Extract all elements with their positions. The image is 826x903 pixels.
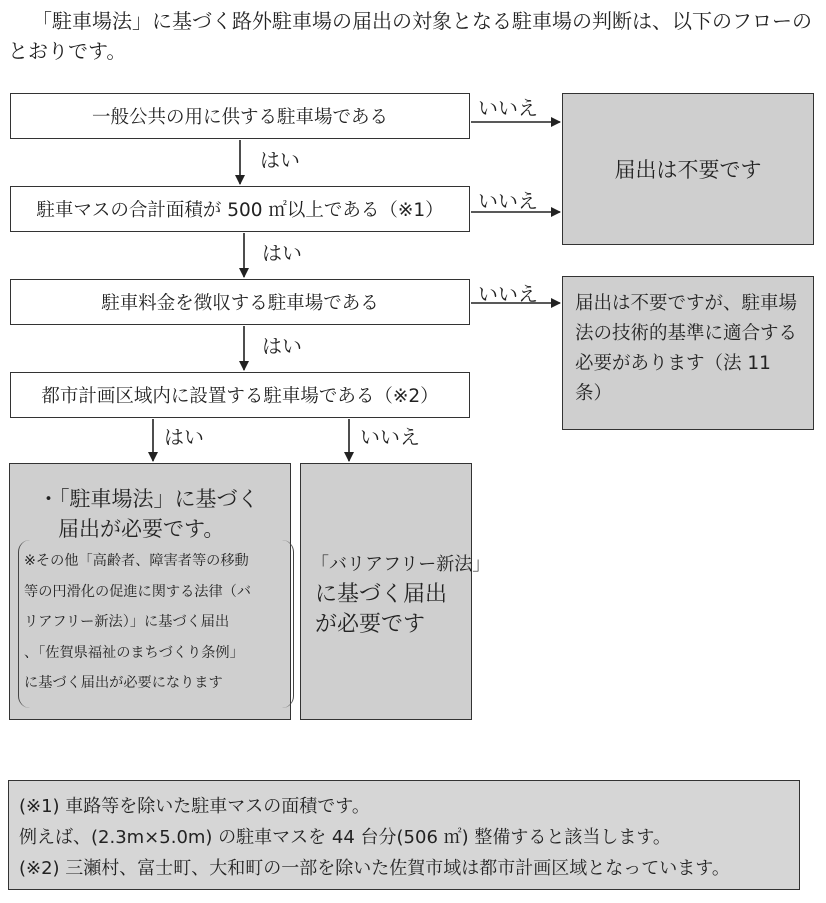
yes-label-1: はい <box>260 148 300 172</box>
question-area-500: 駐車マスの合計面積が 500 ㎡以上である（※1） <box>10 186 470 232</box>
question-public-use: 一般公共の用に供する駐車場である <box>10 93 470 139</box>
footnote-1-example: 例えば、(2.3m×5.0m) の駐車マスを 44 台分(506 ㎡) 整備すると該当します。 <box>19 827 671 848</box>
question-city-planning-area: 都市計画区域内に設置する駐車場である（※2） <box>10 372 470 418</box>
intro-text: 「駐車場法」に基づく路外駐車場の届出の対象となる駐車場の判断は、以下のフローのとおりです。 <box>8 9 812 63</box>
footnote-2: (※2) 三瀬村、富士町、大和町の一部を除いた佐賀市域は都市計画区域となっています。 <box>19 858 730 879</box>
barrier-free-text: 「バリアフリー新法」 に基づく届出 が必要です <box>311 554 491 637</box>
parking-law-note: ※その他「高齢者、障害者等の移動 等の円滑化の促進に関する法律（バ リアフリー新法）」に基づく届出 、「佐賀県福祉のまちづくり条例」 に基づく届出が必要になります <box>24 553 252 691</box>
parking-law-heading: ・「駐車場法」に基づく 届出が必要です。 <box>38 487 259 541</box>
yes-label-4: はい <box>164 425 204 449</box>
no-label-4: いいえ <box>360 425 420 449</box>
question-paid-parking: 駐車料金を徴収する駐車場である <box>10 279 470 325</box>
result-not-required: 届出は不要です <box>562 93 814 245</box>
no-label-1: いいえ <box>478 96 538 120</box>
no-label-2: いいえ <box>478 189 538 213</box>
yes-label-2: はい <box>262 241 302 265</box>
result-technical-standards: 届出は不要ですが、駐車場法の技術的基準に適合する必要があります（法 11 条） <box>562 276 814 430</box>
yes-label-3: はい <box>262 334 302 358</box>
no-label-3: いいえ <box>478 282 538 306</box>
footnote-box <box>8 780 800 890</box>
footnote-1: (※1) 車路等を除いた駐車マスの面積です。 <box>19 796 370 817</box>
